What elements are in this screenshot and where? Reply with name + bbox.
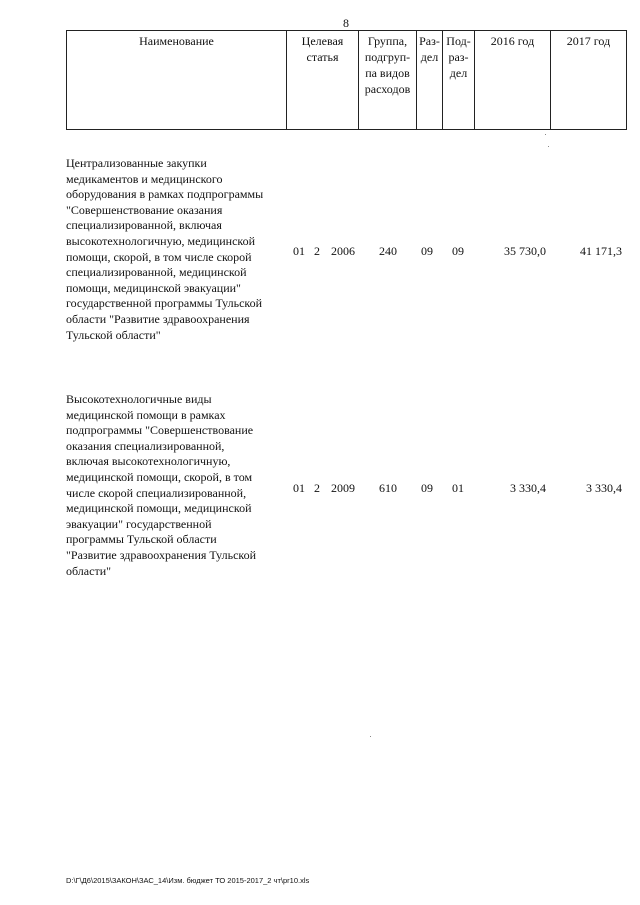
column-header-subsection: Под- раз- дел xyxy=(443,31,475,130)
code-a: 01 xyxy=(293,244,305,258)
code-c: 2009 xyxy=(331,481,355,495)
column-header-section: Раз- дел xyxy=(417,31,443,130)
value-2016: 35 730,0 xyxy=(504,244,546,258)
code-b: 2 xyxy=(314,481,320,495)
group-code: 610 xyxy=(379,481,397,495)
subsection-code: 09 xyxy=(452,244,464,258)
row-name: Централизованные закупки медикаментов и медицинского оборудования в рамках подпрограммы "Совершенствование оказания специализированной, включая высокотехнологичную, медицинской помощи, скорой, в том числе скорой специализированной, медицинской помощи, медицинской эвакуации" государственной программы Тульской области "Развитие здравоохранения Тульской области" xyxy=(66,156,264,342)
code-c: 2006 xyxy=(331,244,355,258)
file-path-footer: D:\Г\Д6\2015\ЗАКОН\ЗАС_14\Изм. бюджет ТО 2015-2017_2 чт\pr10.xls xyxy=(66,876,310,885)
column-header-target: Целевая статья xyxy=(287,31,359,130)
scan-speck xyxy=(548,146,549,147)
group-code: 240 xyxy=(379,244,397,258)
code-a: 01 xyxy=(293,481,305,495)
table-row xyxy=(66,156,626,346)
page-number: 8 xyxy=(343,16,349,30)
code-b: 2 xyxy=(314,244,320,258)
value-2017: 3 330,4 xyxy=(586,481,622,495)
section-code: 09 xyxy=(421,244,433,258)
column-header-group: Группа, подгруп- па видов расходов xyxy=(359,31,417,130)
scan-speck xyxy=(545,134,546,135)
table-row xyxy=(66,392,626,582)
section-code: 09 xyxy=(421,481,433,495)
column-header-2016: 2016 год xyxy=(475,31,551,130)
value-2016: 3 330,4 xyxy=(510,481,546,495)
scan-speck xyxy=(370,736,371,737)
column-header-2017: 2017 год xyxy=(551,31,627,130)
value-2017: 41 171,3 xyxy=(580,244,622,258)
subsection-code: 01 xyxy=(452,481,464,495)
row-name: Высокотехнологичные виды медицинской помощи в рамках подпрограммы "Совершенствование оказания специализированной, включая высокотехнологичную, медицинской помощи, скорой, в том числе скорой специализированной, медицинской помощи, медицинской эвакуации" государственной программы Тульской области "Развитие здравоохранения Тульской области" xyxy=(66,392,257,578)
column-header-name: Наименование xyxy=(67,31,287,130)
table-header xyxy=(66,30,627,130)
